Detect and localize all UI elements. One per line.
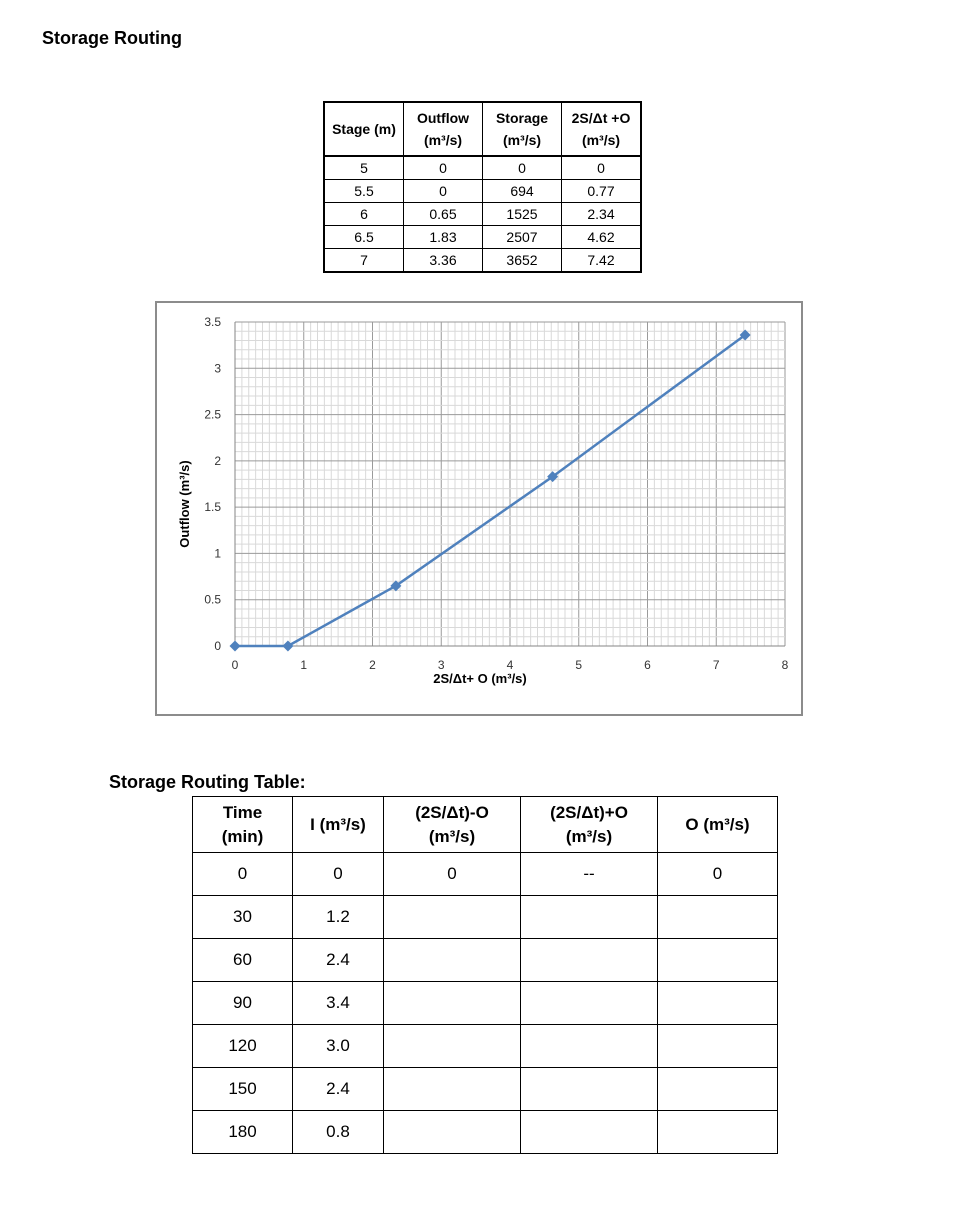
table-cell: 0.8 — [293, 1111, 384, 1154]
table-row — [324, 203, 641, 226]
table-cell: 120 — [193, 1025, 293, 1068]
y-tick-label: 0.5 — [204, 592, 221, 607]
table-cell: 3.0 — [293, 1025, 384, 1068]
stage-header-stage: Stage (m) — [324, 102, 404, 156]
table-cell — [384, 1068, 521, 1111]
table-cell: 694 — [483, 180, 562, 203]
table-cell: 2.4 — [293, 939, 384, 982]
table-row — [193, 982, 778, 1025]
table-cell — [521, 896, 658, 939]
y-tick-label: 2 — [214, 453, 221, 468]
y-tick-label: 1 — [214, 546, 221, 561]
table-cell — [658, 1068, 778, 1111]
x-tick-label: 5 — [575, 658, 583, 672]
x-tick-label: 8 — [781, 658, 789, 672]
y-tick-label: 0 — [214, 639, 221, 653]
table-cell: 60 — [193, 939, 293, 982]
table-cell — [521, 1111, 658, 1154]
x-tick-label: 4 — [506, 658, 514, 672]
stage-table-header-row — [324, 102, 641, 156]
x-tick-label: 7 — [712, 658, 720, 672]
table-cell: 180 — [193, 1111, 293, 1154]
routing-header-inflow: I (m³/s) — [293, 797, 384, 853]
table-cell: 0 — [384, 853, 521, 896]
stage-header-2s-dt-o: 2S/Δt +O (m³/s) — [562, 102, 642, 156]
table-cell: 6 — [324, 203, 404, 226]
table-cell: 7.42 — [562, 249, 642, 273]
table-row — [193, 1111, 778, 1154]
routing-table-title: Storage Routing Table: — [109, 772, 306, 792]
x-tick-label: 1 — [300, 658, 308, 672]
routing-header-time: Time (min) — [193, 797, 293, 853]
data-point-marker — [282, 641, 293, 652]
table-cell — [384, 896, 521, 939]
y-tick-label: 2.5 — [204, 407, 221, 422]
routing-table-header-row — [193, 797, 778, 853]
table-row — [324, 226, 641, 249]
table-cell — [384, 939, 521, 982]
y-tick-label: 3 — [214, 361, 221, 376]
routing-header-2s-dt-plus-o: (2S/Δt)+O (m³/s) — [521, 797, 658, 853]
table-cell — [521, 1025, 658, 1068]
x-tick-label: 0 — [231, 658, 239, 672]
table-cell: 1525 — [483, 203, 562, 226]
routing-header-2s-dt-minus-o: (2S/Δt)-O (m³/s) — [384, 797, 521, 853]
table-cell: 3.36 — [404, 249, 483, 273]
table-cell: 2507 — [483, 226, 562, 249]
y-tick-label: 1.5 — [204, 500, 221, 515]
stage-storage-table — [323, 101, 642, 273]
table-cell: 6.5 — [324, 226, 404, 249]
table-cell: 2.4 — [293, 1068, 384, 1111]
table-cell — [658, 1025, 778, 1068]
table-cell: 1.2 — [293, 896, 384, 939]
table-row — [324, 249, 641, 273]
table-cell — [521, 939, 658, 982]
table-row — [193, 1068, 778, 1111]
table-row — [193, 1025, 778, 1068]
table-cell — [658, 982, 778, 1025]
table-cell: 0.77 — [562, 180, 642, 203]
table-cell: 5.5 — [324, 180, 404, 203]
table-cell: 0 — [404, 156, 483, 180]
table-cell: 0 — [658, 853, 778, 896]
table-cell: 0.65 — [404, 203, 483, 226]
table-cell — [521, 1068, 658, 1111]
outflow-chart — [155, 301, 803, 716]
table-cell: 5 — [324, 156, 404, 180]
x-tick-label: 6 — [644, 658, 651, 672]
x-axis-title: 2S/Δt+ O (m³/s) — [433, 671, 527, 686]
table-row — [324, 180, 641, 203]
routing-header-outflow: O (m³/s) — [658, 797, 778, 853]
table-cell — [521, 982, 658, 1025]
x-tick-label: 3 — [437, 658, 445, 672]
table-cell: 0 — [562, 156, 642, 180]
table-cell — [658, 939, 778, 982]
y-tick-label: 3.5 — [204, 315, 221, 329]
table-row — [193, 939, 778, 982]
table-cell: 2.34 — [562, 203, 642, 226]
table-cell — [658, 896, 778, 939]
page-title: Storage Routing — [42, 28, 182, 48]
x-tick-label: 2 — [369, 658, 376, 672]
outflow-chart-svg — [157, 303, 805, 718]
data-point-marker — [230, 641, 241, 652]
table-cell: 150 — [193, 1068, 293, 1111]
table-row — [193, 853, 778, 896]
table-cell — [384, 1025, 521, 1068]
table-cell — [384, 982, 521, 1025]
table-cell: 1.83 — [404, 226, 483, 249]
table-cell: 90 — [193, 982, 293, 1025]
table-cell — [384, 1111, 521, 1154]
table-cell: 4.62 — [562, 226, 642, 249]
table-cell: 7 — [324, 249, 404, 273]
table-cell: 0 — [483, 156, 562, 180]
storage-routing-table — [192, 796, 778, 1154]
table-cell: -- — [521, 853, 658, 896]
table-cell: 3652 — [483, 249, 562, 273]
table-cell: 0 — [293, 853, 384, 896]
table-row — [193, 896, 778, 939]
table-cell: 0 — [193, 853, 293, 896]
stage-header-outflow: Outflow (m³/s) — [404, 102, 483, 156]
table-cell — [658, 1111, 778, 1154]
table-row — [324, 156, 641, 180]
table-cell: 0 — [404, 180, 483, 203]
y-axis-title: Outflow (m³/s) — [177, 460, 192, 548]
table-cell: 3.4 — [293, 982, 384, 1025]
table-cell: 30 — [193, 896, 293, 939]
stage-header-storage: Storage (m³/s) — [483, 102, 562, 156]
